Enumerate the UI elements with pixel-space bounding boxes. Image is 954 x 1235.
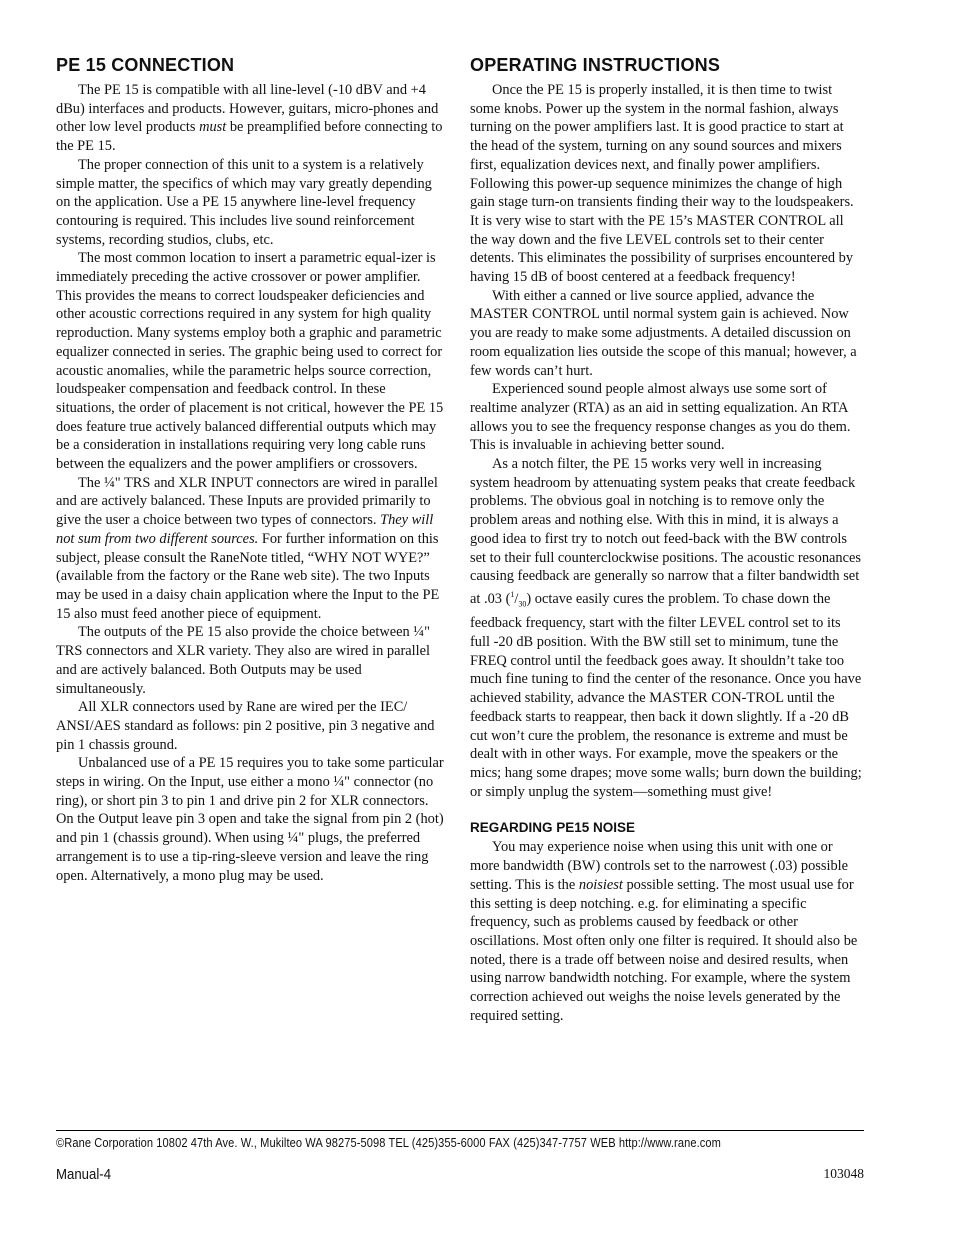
paragraph: With either a canned or live source applied, advance the MASTER CONTROL until normal system gain is achieved. Now you are ready to make some adjustments. A detailed discussion on room equalization lies outside the scope of this manual; however, a few words can’t hurt.: [470, 287, 857, 379]
paragraph: The most common location to insert a parametric equal-izer is immediately preceding the active crossover or power amplifier. This provides the means to correct loudspeaker deficiencies and other acoustic corrections required in any system for high quality reproduction. Many systems employ both a graphic and parametric equalizer connected in series. The graphic being used to correct for acoustic anomalies, while the parametric helps source correction, loudspeaker compensation and feedback control. In these situations, the order of placement is not critical, however the PE 15 does feature true actively balanced differential outputs which may be a consideration in installations requiring very long cable runs between the equalizers and the power amplifiers or crossovers.: [56, 250, 444, 473]
footer-divider: [56, 1130, 864, 1131]
subheading-noise: REGARDING PE15 NOISE: [470, 820, 636, 836]
paragraph: Once the PE 15 is properly installed, it is then time to twist some knobs. Power up the system in the normal fashion, always turning on the power amplifiers last. It is good practice to start at the head of the system, turning on any sound sources and mixers first, equalization devices next, and finally power amplifiers. Following this power-up sequence minimizes the change of high gain stage turn-on transients finding their way to the loudspeakers. It is very wise to start with the PE 15’s MASTER CONTROL all the way down and the five LEVEL controls set to their center detents. This eliminates the possibility of surprises encountered by having 15 dB of boost centered at a feedback frequency!: [470, 82, 854, 286]
paragraph: The outputs of the PE 15 also provide the choice between ¼" TRS connectors and XLR variety. They also are wired in parallel and are actively balanced. Both Outputs may be used simultaneously.: [56, 624, 431, 697]
paragraph: All XLR connectors used by Rane are wired per the IEC/ ANSI/AES standard as follows: pin 2 positive, pin 3 negative and pin 1 chassis ground.: [56, 699, 435, 753]
left-column: [56, 54, 448, 885]
paragraph: You may experience noise when using this unit with one or more bandwidth (BW) controls set to the narrowest (.03) possible setting. This is the noisiest possible setting. The most usual use for this setting is deep notching. e.g. for eliminating a specific frequency, such as problems caused by feedback or other oscillations. Most often only one filter is required. It should also be noted, there is a trade off between noise and desired results, when using narrow bandwidth notching. For example, where the system correction achieved out weighs the noise levels generated by the required setting.: [470, 839, 858, 1024]
paragraph: The ¼" TRS and XLR INPUT connectors are wired in parallel and are actively balanced. These Inputs are provided primarily to give the user a choice between two types of connectors. They will not sum from two different sources. For further information on this subject, please consult the RaneNote titled, “WHY NOT WYE?” (available from the factory or the Rane web site). The two Inputs may be used in a daisy chain application where the Input to the PE 15 also must feed another piece of equipment.: [56, 474, 440, 622]
section-heading-connection: PE 15 CONNECTION: [56, 55, 235, 75]
page-label: Manual-4: [56, 1166, 112, 1183]
paragraph: The PE 15 is compatible with all line-level (-10 dBV and +4 dBu) interfaces and products. However, guitars, micro-phones and other low level products must be preamplified before connecting to the PE 15.: [56, 82, 443, 155]
paragraph: Experienced sound people almost always use some sort of realtime analyzer (RTA) as an aid in setting equalization. An RTA allows you to see the frequency response changes as you do them. This is invaluable in achieving better sound.: [470, 381, 851, 454]
document-number: 103048: [823, 1166, 864, 1181]
paragraph: The proper connection of this unit to a system is a relatively simple matter, the specifics of which may vary greatly depending on the application. Use a PE 15 anywhere line-level frequency contouring is required. This includes live sound reinforcement systems, recording studios, clubs, etc.: [56, 156, 432, 248]
section-heading-operating: OPERATING INSTRUCTIONS: [470, 55, 721, 75]
right-column: [470, 54, 864, 1025]
footer-contact: ©Rane Corporation 10802 47th Ave. W., Mukilteo WA 98275-5098 TEL (425)355-6000 FAX (425)347-7757 WEB http://www.rane.com: [56, 1136, 721, 1150]
paragraph: Unbalanced use of a PE 15 requires you to take some particular steps in wiring. On the Input, use either a mono ¼" connector (no ring), or short pin 3 to pin 1 and drive pin 2 for XLR connectors. On the Output leave pin 3 open and take the signal from pin 2 (hot) and pin 1 (chassis ground). When using ¼" plugs, the preferred arrangement is to use a tip-ring-sleeve version and leave the ring open. Alternatively, a mono plug may be used.: [56, 755, 444, 884]
paragraph: As a notch filter, the PE 15 works very well in increasing system headroom by attenuating system peaks that create feedback problems. The obvious goal in notching is to remove only the problem areas and nothing else. With this in mind, it is always a good idea to first try to notch out feed-back with the BW controls set to their full counterclockwise positions. The acoustic resonances causing feedback are generally so narrow that a filter bandwidth set at .03 $(^1/_{30})$ octave easily cures the problem. To chase down the feedback frequency, start with the filter LEVEL control set to its full -20 dB position. With the BW still set to minimum, tune the FREQ control until the feedback goes away. It shouldn’t take too much fine tuning to find the center of the resonance. Once you have achieved stability, advance the MASTER CON-TROL until the feedback starts to reappear, then back it down slightly. If a -20 dB cut won’t cure the problem, the resonance is extreme and must be dealt with in other ways. For example, move the speakers or the mics; hang some drapes; move some walls; burn down the building; or simply unplug the system—something must give!: [470, 456, 862, 800]
